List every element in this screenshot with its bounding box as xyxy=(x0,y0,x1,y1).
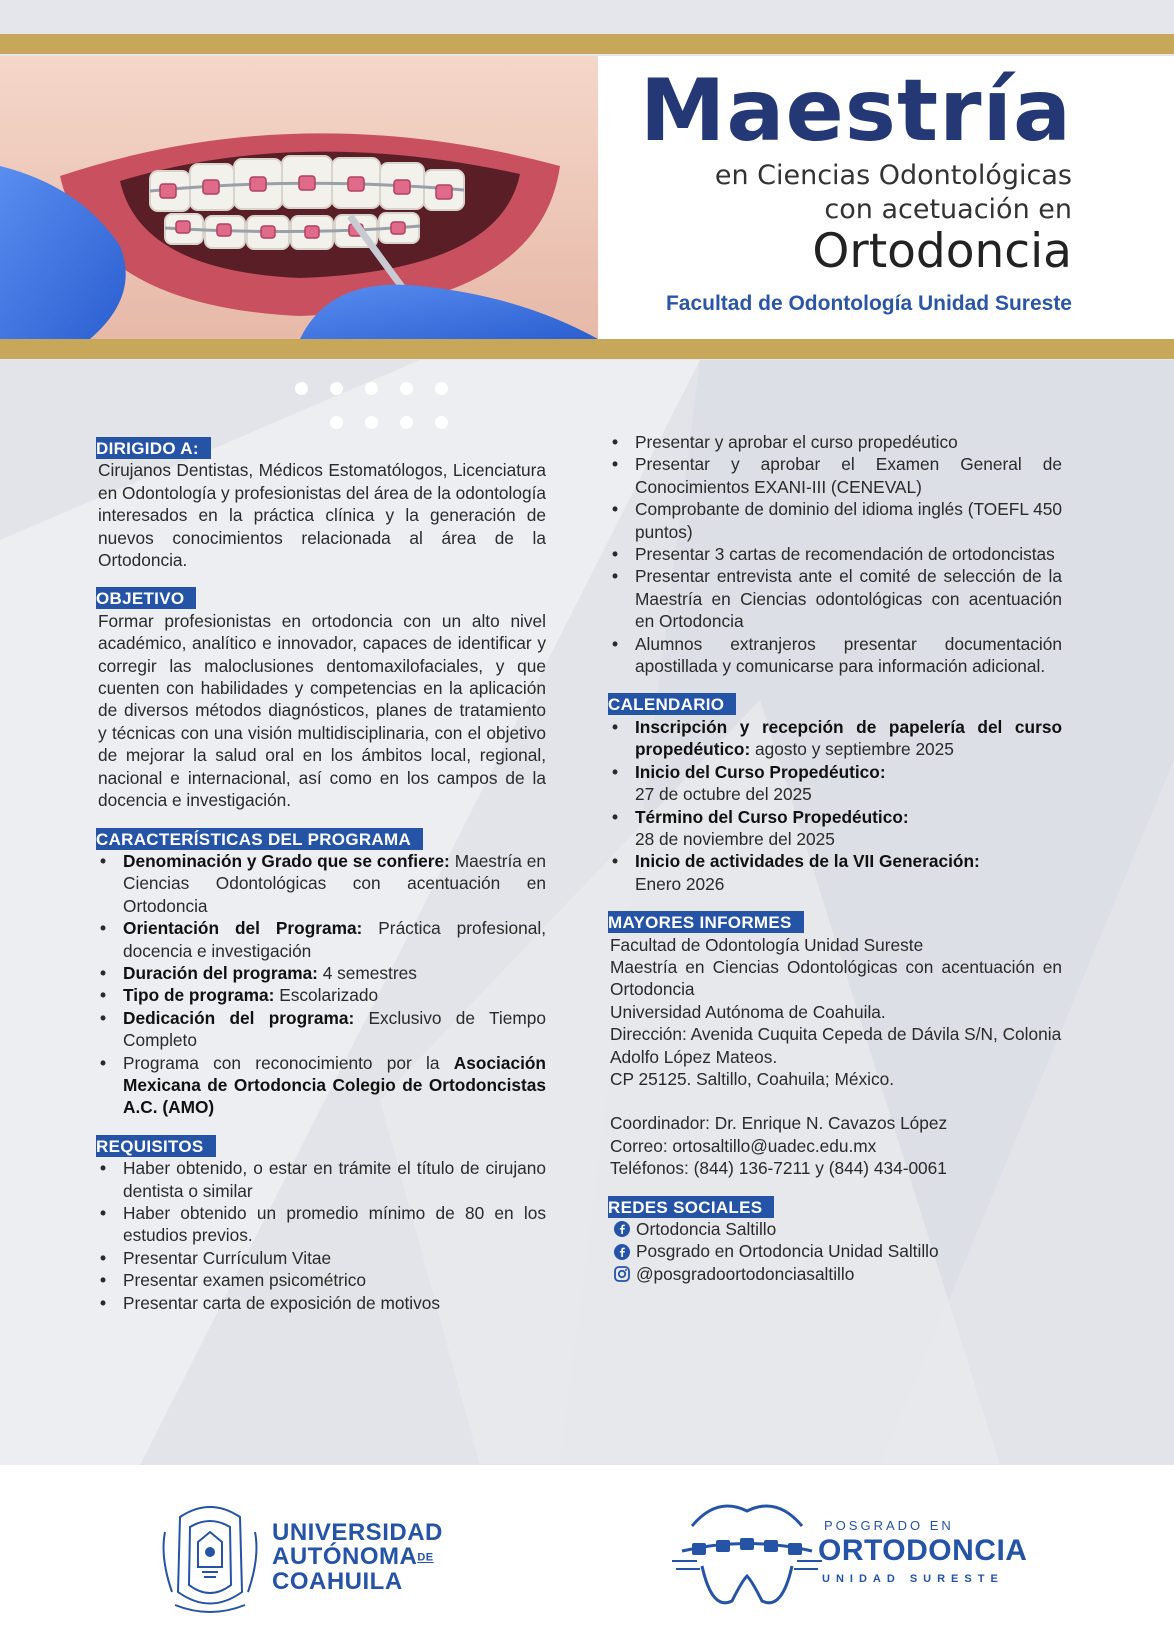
list-item: • Comprobante de dominio del idioma inglés (TOEFL 450 puntos) xyxy=(610,498,1062,543)
facebook-icon xyxy=(614,1221,630,1237)
heading-objetivo: OBJETIVO xyxy=(96,587,196,609)
informes-line3: Universidad Autónoma de Coahuila. xyxy=(610,1001,886,1022)
informes-line2: Maestría en Ciencias Odontológicas con acentuación en Ortodoncia xyxy=(610,956,1062,1000)
email[interactable]: Correo: ortosaltillo@uadec.edu.mx xyxy=(610,1135,877,1156)
left-column xyxy=(98,437,546,1330)
list-item: • Inscripción y recepción de papelería del curso propedéutico: agosto y septiembre 2025 xyxy=(610,716,1062,761)
specialty-title: Ortodoncia xyxy=(812,224,1072,279)
list-item: • Inicio del Curso Propedéutico: 27 de octubre del 2025 xyxy=(610,761,1062,806)
facebook-name-2: Posgrado en Ortodoncia Unidad Saltillo xyxy=(636,1241,939,1262)
list-item: • Presentar carta de exposición de motivos xyxy=(98,1292,546,1314)
facebook-name-1: Ortodoncia Saltillo xyxy=(636,1219,777,1239)
list-item: • Haber obtenido un promedio mínimo de 80 en los estudios previos. xyxy=(98,1202,546,1247)
section-calendario xyxy=(610,693,1062,895)
heading-informes: MAYORES INFORMES xyxy=(608,911,804,933)
list-item: • Tipo de programa: Escolarizado xyxy=(98,984,546,1006)
gold-band-bottom xyxy=(0,339,1174,359)
list-item: • Denominación y Grado que se confiere: Maestría en Ciencias Odontológicas con acentuación en Ortodoncia xyxy=(98,850,546,917)
right-column xyxy=(608,432,1062,1301)
heading-dirigido: DIRIGIDO A: xyxy=(96,437,211,459)
list-item: • Dedicación del programa: Exclusivo de Tiempo Completo xyxy=(98,1007,546,1052)
list-item: • Duración del programa: 4 semestres xyxy=(98,962,546,984)
university-name: UNIVERSIDAD AUTÓNOMADE COAHUILA xyxy=(272,1519,443,1595)
decorative-dots xyxy=(290,378,460,438)
footer xyxy=(0,1465,1174,1650)
title-box xyxy=(598,56,1174,339)
list-item: • Presentar 3 cartas de recomendación de ortodoncistas xyxy=(610,543,1062,565)
informes-cp: CP 25125. Saltillo, Coahuila; México. xyxy=(610,1068,895,1089)
objetivo-text: Formar profesionistas en ortodoncia con un alto nivel académico, analítico e innovador, capaces de identificar y corregir las maloclusiones dentomaxilofaciales, y que cuenten con habilidades y competencias en la aplicación de diversos métodos diagnósticos, planes de tratamiento y técnicas con una visión multidisciplinaria, con el objetivo de mejorar la salud oral en los ámbitos local, regional, nacional e internacional, así como en los campos de la docencia e investigación. xyxy=(98,610,546,811)
list-item: • Término del Curso Propedéutico: 28 de noviembre del 2025 xyxy=(610,806,1062,851)
faculty-name: Facultad de Odontología Unidad Sureste xyxy=(665,292,1072,315)
requisitos-list-b xyxy=(610,431,1062,677)
list-item: • Inicio de actividades de la VII Generación: Enero 2026 xyxy=(610,850,1062,895)
section-requisitos xyxy=(98,1135,546,1314)
header-photo xyxy=(0,56,598,339)
list-item: • Presentar y aprobar el curso propedéutico xyxy=(610,431,1062,453)
posgrado-label: POSGRADO EN xyxy=(824,1518,954,1533)
informes-line1: Facultad de Odontología Unidad Sureste xyxy=(610,934,924,955)
heading-caracteristicas: CARACTERÍSTICAS DEL PROGRAMA xyxy=(96,828,423,850)
subtitle-line1: en Ciencias Odontológicas xyxy=(714,160,1072,191)
dirigido-text: Cirujanos Dentistas, Médicos Estomatólogos, Licenciatura en Odontología y profesionistas del área de la odontología interesados en la práctica clínica y la generación de nuevos conocimientos relacionada al área de la Ortodoncia. xyxy=(98,460,546,571)
heading-calendario: CALENDARIO xyxy=(608,693,736,715)
section-informes xyxy=(610,911,1062,1179)
list-item: • Alumnos extranjeros presentar documentación apostillada y comunicarse para información adicional. xyxy=(610,633,1062,678)
list-item: • Presentar Currículum Vitae xyxy=(98,1247,546,1269)
list-item: • Presentar entrevista ante el comité de selección de la Maestría en Ciencias odontológicas con acentuación en Ortodoncia xyxy=(610,565,1062,632)
facebook-link-2[interactable] xyxy=(610,1240,1062,1262)
ortodoncia-label: ORTODONCIA xyxy=(818,1534,1028,1567)
coordinator: Coordinador: Dr. Enrique N. Cavazos López xyxy=(610,1113,948,1134)
university-seal-icon xyxy=(160,1497,260,1617)
requisitos-list-a xyxy=(98,1157,546,1314)
facebook-icon xyxy=(614,1244,630,1260)
section-caracteristicas xyxy=(98,828,546,1119)
instagram-handle: @posgradoortodonciasaltillo xyxy=(636,1263,855,1284)
gold-band-top xyxy=(0,34,1174,54)
section-objetivo xyxy=(98,587,546,811)
heading-redes: REDES SOCIALES xyxy=(608,1196,774,1218)
list-item: • Presentar y aprobar el Examen General de Conocimientos EXANI-III (CENEVAL) xyxy=(610,453,1062,498)
list-item: • Haber obtenido, o estar en trámite el título de cirujano dentista o similar xyxy=(98,1157,546,1202)
instagram-icon xyxy=(614,1266,630,1282)
main-title: Maestría xyxy=(639,61,1072,161)
list-item: • Presentar examen psicométrico xyxy=(98,1269,546,1291)
list-item: • Programa con reconocimiento por la Asociación Mexicana de Ortodoncia Colegio de Ortodoncistas A.C. (AMO) xyxy=(98,1052,546,1119)
calendario-list xyxy=(610,716,1062,895)
ortodoncia-logo-icon xyxy=(672,1491,822,1621)
informes-address: Dirección: Avenida Cuquita Cepeda de Dávila S/N, Colonia Adolfo López Mateos. xyxy=(610,1024,1062,1067)
section-redes xyxy=(610,1196,1062,1286)
phones[interactable]: Teléfonos: (844) 136-7211 y (844) 434-0061 xyxy=(610,1158,947,1179)
caracteristicas-list xyxy=(98,850,546,1119)
list-item: • Orientación del Programa: Práctica profesional, docencia e investigación xyxy=(98,917,546,962)
facebook-link-1[interactable] xyxy=(610,1218,1062,1240)
section-requisitos-cont xyxy=(610,431,1062,677)
section-dirigido xyxy=(98,437,546,571)
heading-requisitos: REQUISITOS xyxy=(96,1135,216,1157)
instagram-link[interactable] xyxy=(610,1263,1062,1285)
unidad-label: UNIDAD SURESTE xyxy=(822,1573,1004,1585)
subtitle-line2: con acetuación en xyxy=(824,194,1072,225)
